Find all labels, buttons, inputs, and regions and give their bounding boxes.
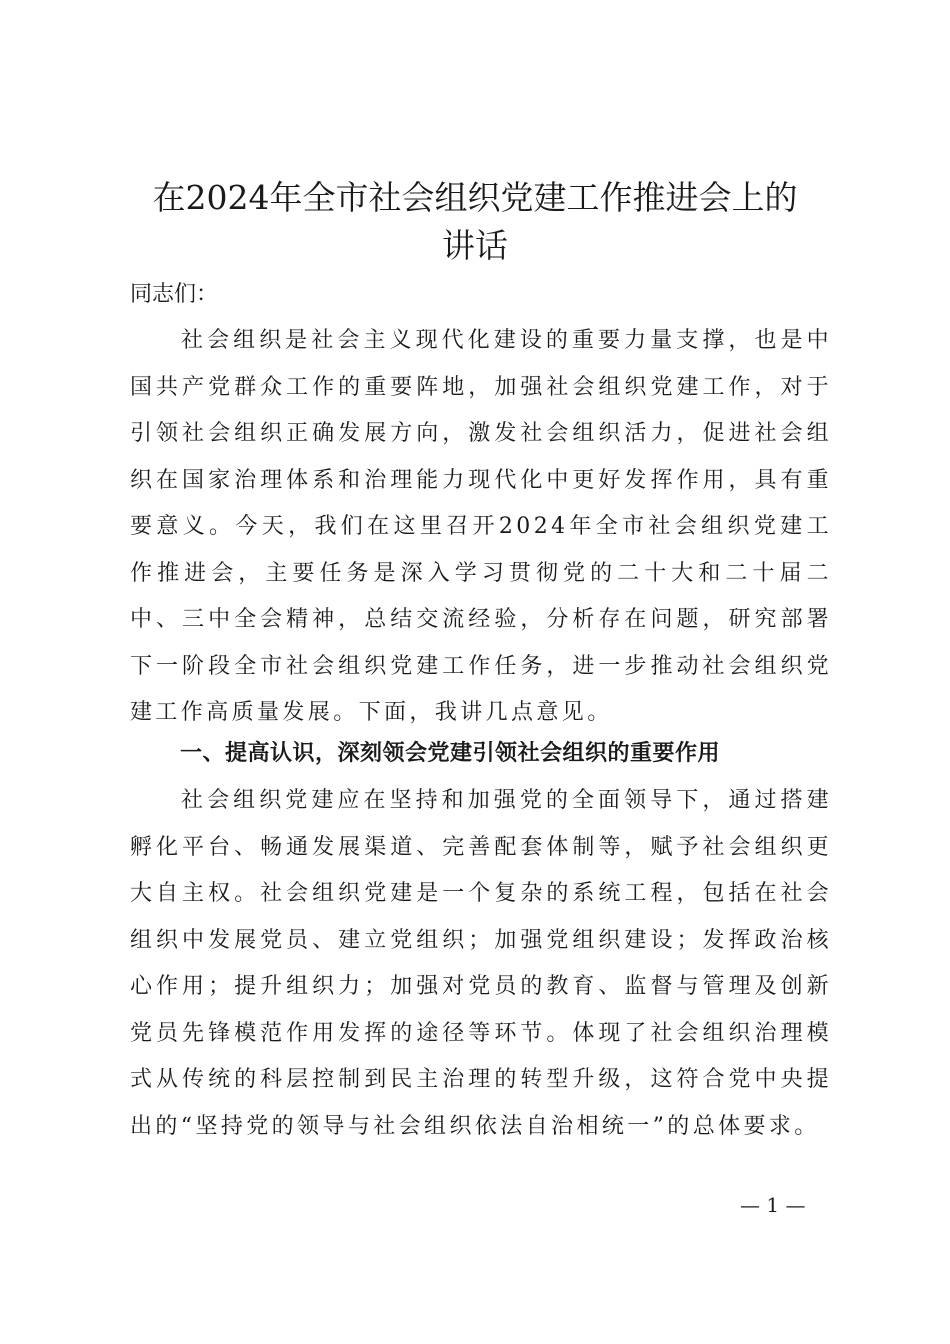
salutation: 同志们： — [130, 282, 219, 307]
document-title-line-2: 讲话 — [442, 226, 508, 265]
page-number: — 1 — — [740, 1193, 806, 1217]
section-heading-1: 一、提高认识，深刻领会党建引领社会组织的重要作用 — [180, 741, 721, 766]
paragraph-section-1: 社会组织党建应在坚持和加强党的全面领导下，通过搭建孵化平台、畅通发展渠道、完善配套体制等，赋予社会组织更大自主权。社会组织党建是一个复杂的系统工程，包括在社会组织中发展党员、建立党组织；加强党组织建设；发挥政治核心作用；提升组织力；加强对党员的教育、监督与管理及创新党员先锋模范作用发挥的途径等环节。体现了社会组织治理模式从传统的科层控制到民主治理的转型升级，这符合党中央提出的“坚持党的领导与社会组织依法自治相统一”的总体要求。 — [130, 788, 832, 1139]
paragraph-intro: 社会组织是社会主义现代化建设的重要力量支撑，也是中国共产党群众工作的重要阵地，加强社会组织党建工作，对于引领社会组织正确发展方向，激发社会组织活力，促进社会组织在国家治理体系和治理能力现代化中更好发挥作用，具有重要意义。今天，我们在这里召开2024年全市社会组织党建工作推进会，主要任务是深入学习贯彻党的二十大和二十届二中、三中全会精神，总结交流经验，分析存在问题，研究部署下一阶段全市社会组织党建工作任务，进一步推动社会组织党建工作高质量发展。下面，我讲几点意见。 — [130, 328, 832, 725]
document-title-line-1: 在2024年全市社会组织党建工作推进会上的 — [152, 178, 798, 217]
